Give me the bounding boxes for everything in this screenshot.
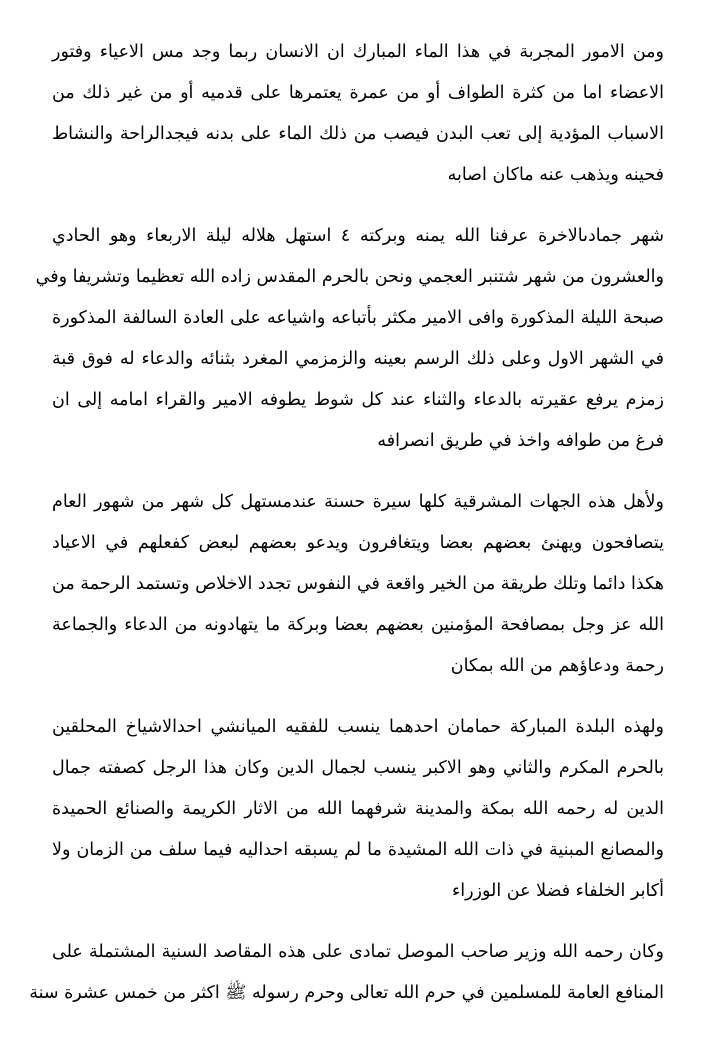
text-line: هكذا دائما وتلك طريقة من الخير واقعة في النفوس تجدد الاخلاص وتستمد الرحمة من (52, 574, 664, 594)
text-line: رحمة ودعاؤهم من الله بمكان (450, 656, 664, 676)
text-line: فرغ من طوافه واخذ في طريق انصرافه (377, 431, 664, 451)
text-line: فحينه ويذهب عنه ماكان اصابه (447, 165, 664, 185)
text-line: في الشهر الاول وعلى ذلك الرسم بعينه والزمزمي المغرد بثنائه والدعاء له فوق قبة (52, 349, 664, 369)
document-page (29, 38, 664, 1040)
paragraph-two-baths (52, 713, 664, 906)
text-line: زمزم يرفع عقيرته بالدعاء والثناء عند كل شوط يطوفه الامير والقراء امامه إلى ان (52, 390, 664, 410)
text-line: ومن الامور المجربة في هذا الماء المبارك ان الانسان ربما وجد مس الاعياء وفتور (52, 42, 664, 62)
text-line: ولهذه البلدة المباركة حمامان احدهما ينسب للفقيه الميانشي احدالاشياخ المحلقين (52, 717, 664, 737)
text-line: بالحرم المكرم والثاني وهو الاكبر ينسب لجمال الدين وكان هذا الرجل كصفته جمال (52, 758, 664, 778)
text-line: الاعضاء اما من كثرة الطواف أو من عمرة يعتمرها على قدميه أو من غير ذلك من (52, 83, 664, 103)
paragraph-jumada-al-akhira (35, 222, 664, 456)
text-line: والعشرون من شهر شتنبر العجمي ونحن بالحرم المقدس زاده الله تعظيما وتشريفا وفي (35, 267, 664, 287)
text-line: وكان رحمه الله وزير صاحب الموصل تمادى على هذه المقاصد السنية المشتملة على (52, 942, 664, 962)
text-line: المنافع العامة للمسلمين في حرم الله تعالى وحرم رسوله ﷺ اكثر من خمس عشرة سنة (29, 983, 664, 1003)
text-line: أكابر الخلفاء فضلا عن الوزراء (452, 881, 664, 901)
text-line: صبحة الليلة المذكورة وافى الامير مكثر بأتباعه واشياعه على العادة السالفة المذكورة (52, 308, 664, 328)
text-line: يتصافحون ويهنئ بعضهم بعضا ويتغافرون ويدعو بعضهم لبعض كفعلهم في الاعياد (52, 533, 664, 553)
text-line: الدين له رحمه الله بمكة والمدينة شرفهما الله من الاثار الكريمة والصنائع الحميدة (52, 799, 664, 819)
text-line: والمصانع المبنية في ذات الله المشيدة ما لم يسبقه احداليه فيما سلف من الزمان ولا (52, 840, 664, 860)
text-line: شهر جمادىالاخرة عرفنا الله يمنه وبركته ٤ استهل هلاله ليلة الاربعاء وهو الحادي (52, 226, 664, 246)
text-line: الله عز وجل بمصافحة المؤمنين بعضهم بعضا وبركة ما يتهادونه من الدعاء والجماعة (52, 615, 664, 635)
paragraph-eastern-custom (52, 488, 664, 681)
paragraph-zamzam-water (52, 38, 664, 190)
text-line: ولأهل هذه الجهات المشرقية كلها سيرة حسنة عندمستهل كل شهر من شهور العام (52, 492, 664, 512)
text-line: الاسباب المؤدية إلى تعب البدن فيصب من ذلك الماء على بدنه فيجدالراحة والنشاط (52, 124, 664, 144)
paragraph-mosul-vizier (29, 938, 664, 1008)
